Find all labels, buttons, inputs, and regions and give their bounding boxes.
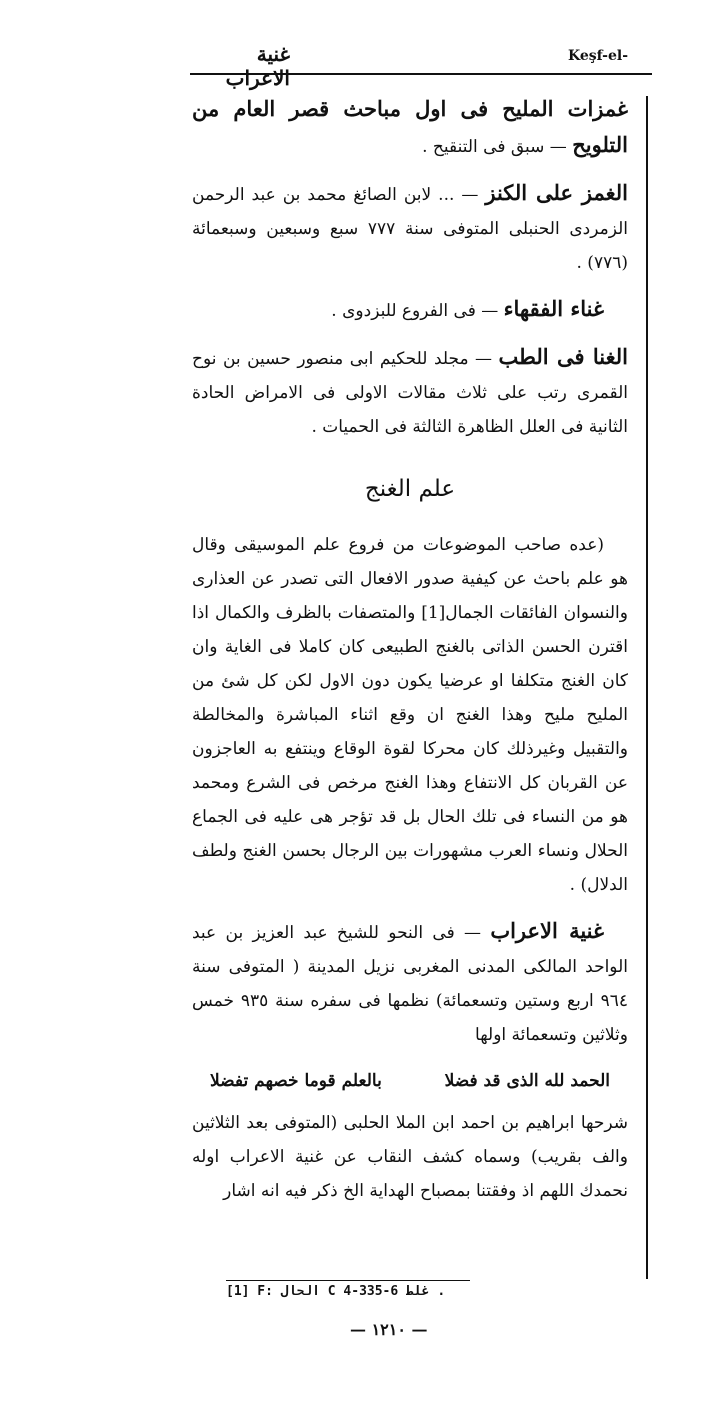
entry-text: — فى النحو للشيخ عبد العزيز بن عبد الواحد المالكى المدنى المغربى نزيل المدينة ( المتوفى سنة ٩٦٤ اربع وستين وتسعمائة) نظمها فى سفره سنة ٩٣٥ خمس وثلاثين وتسعمائة اولها xyxy=(192,923,628,1045)
entry-headword: غنية الاعراب xyxy=(490,918,604,943)
footnote: [1] F: الحال C 4-335-6 غلط . xyxy=(226,1284,446,1299)
verse-first-hemistich: الحمد لله الذى قد فضلا xyxy=(444,1071,610,1091)
entry-headword: الغمز على الكنز xyxy=(485,180,628,205)
commentary-text: شرحها ابراهيم بن احمد ابن الملا الحلبى (المتوفى بعد الثلاثين والف بقريب) وسماه كشف النقاب عن غنية الاعراب اوله نحمدك اللهم اذ وفقتنا بمصباح الهداية الخ ذكر فيه انه اشار xyxy=(192,1113,628,1201)
header-rule xyxy=(190,73,652,75)
entry-text: — فى الفروع للبزدوى . xyxy=(331,301,504,321)
entry-text: — سبق فى التنقيح . xyxy=(422,137,573,157)
footnote-rule xyxy=(226,1280,470,1281)
entry-text: — مجلد للحكيم ابى منصور حسين بن نوح القمرى رتب على ثلاث مقالات الاولى فى الامراض الحادة الثانية فى العلل الظاهرة الثالثة فى الحميات . xyxy=(192,349,628,437)
verse-line xyxy=(210,1064,610,1098)
running-header-latin: Keşf-el- xyxy=(568,48,629,64)
section-title: علم الغنج xyxy=(364,476,456,502)
entry-headword: الغنا فى الطب xyxy=(498,344,628,369)
entry-5 xyxy=(192,914,628,1052)
section-text: (عده صاحب الموضوعات من فروع علم الموسيقى وقال هو علم باحث عن كيفية صدور الافعال التى تصدر عن العذارى والنسوان الفائقات الجمال[1] والمتصفات بالظرف والكمال اذا اقترن الحسن الذاتى بالغنج الطبيعى كان كاملا فى الغاية وان كان الغنج متكلفا او عرضيا يكون دون الاول لكن كل شئ من المليح مليح وهذا الغنج ان وقع اثناء المباشرة والمخالطة والتقبيل وغيرذلك كان محركا لقوة الوقاع وينتفع به العاجزون عن القربان كل الانتفاع وهذا الغنج مرخص فى الشرع ومحمد هو من النساء فى تلك الحال بل قد تؤجر هى عليه فى الجماع الحلال ونساء العرب مشهورات بين الرجال بحسن الغنج ولطف الدلال) . xyxy=(192,535,628,895)
entry-headword: غمزات المليح فى اول مباحث قصر العام من التلويح xyxy=(192,96,628,157)
entry-1 xyxy=(192,92,628,164)
entry-headword: غناء الفقهاء xyxy=(503,296,604,321)
margin-rule xyxy=(646,96,648,1279)
entry-3 xyxy=(192,292,628,328)
page-number: — ١٢١٠ — xyxy=(350,1320,428,1339)
page-body xyxy=(192,92,628,1220)
entry-text: — ... لابن الصائغ محمد بن عبد الرحمن الزمردى الحنبلى المتوفى سنة ٧٧٧ سبع وسبعين وسبعمائة (٧٧٦) . xyxy=(192,185,628,273)
entry-2 xyxy=(192,176,628,280)
verse-second-hemistich: بالعلم قوما خصهم تفضلا xyxy=(210,1071,382,1091)
entry-4 xyxy=(192,340,628,444)
running-header-arabic: غنية الاعراب xyxy=(225,42,290,90)
